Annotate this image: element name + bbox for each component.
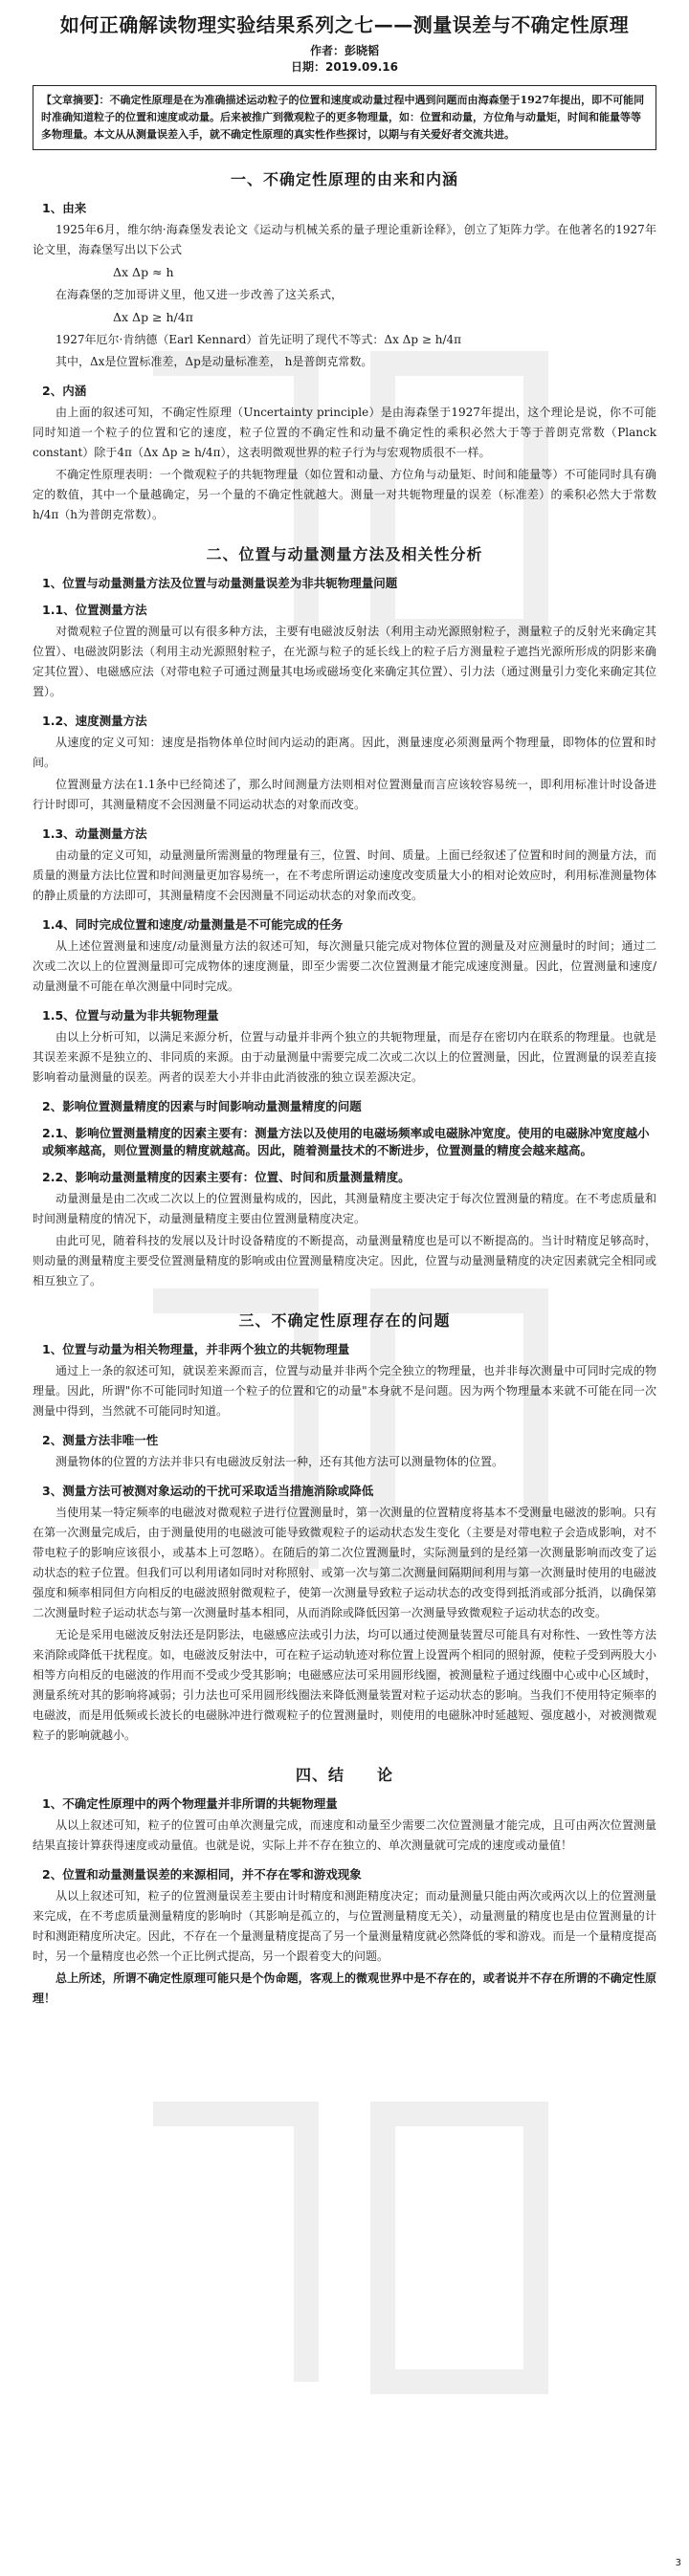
paragraph: 无论是采用电磁波反射法还是阴影法，电磁感应法或引力法，均可以通过使测量装置尽可能具有对称性、一致性等方法来消除或降低干扰程度。如，电磁波反射法中，可在粒子运动轨迹对称位置上设置两个相同的照射源，使粒子受到两股大小相等方向相反的电磁波的作用而不受或少受其影响；电磁感应法可采用圆形线圈，被测量粒子通过线圈中心或中心区域时，测量系统对其的影响将减弱；引力法也可采用圆形线圈法来降低测量装置对粒子运动状态的影响。当我们不使用特定频率的电磁波，而是用低频或长波长的电磁脉冲进行微观粒子的位置测量时，则使用的电磁脉冲时延越短、强度越小，对被测微观粒子的影响就越小。 — [33, 1628, 656, 1742]
paragraph: 从以上叙述可知，粒子的位置测量误差主要由计时精度和测距精度决定；而动量测量只能由两次或两次以上的位置测量来完成，在不考虑质量测量精度的影响时（其影响是孤立的，与位置测量精度无关），动量测量的精度也是由位置测量的计时和测距精度所决定。因此，不存在一个量测量精度提高了另一个量测量精度就必然降低的零和游戏。而是一个量精度提高时，另一个量精度也必然一个正比例式提高，另一个跟着变大的问题。 — [33, 1889, 656, 1963]
paragraph: 位置测量方法在1.1条中已经简述了，那么时间测量方法则相对位置测量而言应该较容易统一，即利用标准计时设备进行计时即可，其测量精度不会因测量不同运动状态的对象而改变。 — [33, 778, 656, 811]
subheading: 1、位置与动量测量方法及位置与动量测量误差为非共轭物理量问题 — [42, 576, 398, 590]
subheading: 2、内涵 — [42, 384, 87, 398]
subheading: 1、位置与动量为相关物理量，并非两个独立的共轭物理量 — [42, 1342, 350, 1356]
section-heading: 一、不确定性原理的由来和内涵 — [230, 170, 458, 188]
subheading: 1.4、同时完成位置和速度/动量测量是不可能完成的任务 — [42, 917, 344, 932]
paragraph: 在海森堡的芝加哥讲义里，他又进一步改善了这关系式， — [56, 288, 344, 301]
author-line: 作者：彭晓韬 — [309, 44, 379, 57]
subheading: 2、影响位置测量精度的因素与时间影响动量测量精度的问题 — [42, 1099, 362, 1113]
equation: Δx Δp ≥ h/4π — [113, 310, 193, 324]
article-page — [33, 10, 656, 2011]
subheading: 1.1、位置测量方法 — [42, 603, 147, 617]
paragraph: 当使用某一特定频率的电磁波对微观粒子进行位置测量时，第一次测量的位置精度将基本不受测量电磁波的影响。只有在第一次测量完成后，由于测量使用的电磁波可能导致微观粒子的运动状态发生变化（主要是对带电粒子会造成影响，对不带电粒子的影响应该很小，或基本上可忽略）。在随后的第二次位置测量时，实际测量到的是经第一次测量影响而改变了运动状态的粒子位置。但我们可以利用诸如同时对称照射、或第一次与第二次测量间隔期间利用与第一次测量时使用的电磁波强度和频率相同但方向相反的电磁波照射微观粒子，使第一次测量导致粒子运动状态的改变得到抵消或部分抵消，以确保第二次测量时粒子运动状态与第一次测量时基本相同，从而消除或降低因第一次测量导致微观粒子运动状态的改变。 — [33, 1506, 656, 1619]
equation: Δx Δp ≈ h — [113, 265, 174, 279]
article-title: 如何正确解读物理实验结果系列之七——测量误差与不确定性原理 — [59, 13, 630, 36]
paragraph: 其中，Δx是位置标准差，Δp是动量标准差， h是普朗克常数。 — [56, 355, 373, 368]
article-body — [33, 167, 656, 2009]
paragraph: 由此可见，随着科技的发展以及计时设备精度的不断提高，动量测量精度也是可以不断提高的。当计时精度足够高时，则动量的测量精度主要受位置测量精度的影响或由位置测量精度决定。因此，位置与动量测量精度的决定因素就完全相同或相互独立了。 — [33, 1234, 656, 1288]
subheading: 2、位置和动量测量误差的来源相同，并不存在零和游戏现象 — [42, 1867, 362, 1882]
subheading: 2.1、影响位置测量精度的因素主要有：测量方法以及使用的电磁场频率或电磁脉冲宽度。使用的电磁脉冲宽度越小或频率越高，则位置测量的精度就越高。因此，随着测量技术的不断进步，位置测量的精度会越来越高。 — [42, 1126, 650, 1157]
section-heading: 二、位置与动量测量方法及相关性分析 — [206, 545, 483, 563]
paragraph: 动量测量是由二次或二次以上的位置测量构成的，因此，其测量精度主要决定于每次位置测量的精度。在不考虑质量和时间测量精度的情况下，动量测量精度主要由位置测量精度决定。 — [33, 1192, 656, 1225]
paragraph: 由以上分析可知，以满足来源分析，位置与动量并非两个独立的共轭物理量，而是存在密切内在联系的物理量。也就是其误差来源不是独立的、非同质的来源。由于动量测量中需要完成二次或二次以上的位置测量，因此，位置测量的误差直接影响着动量测量的误差。两者的误差大小并非由此消彼涨的独立误差源决定。 — [33, 1030, 656, 1084]
subheading: 3、测量方法可被测对象运动的干扰可采取适当措施消除或降低 — [42, 1484, 374, 1498]
paragraph: 由动量的定义可知，动量测量所需测量的物理量有三，位置、时间、质量。上面已经叙述了位置和时间的测量方法，而质量的测量方法比位置和时间测量更加容易统一，在不考虑所谓运动速度改变质量大小的相对论效应时，利用标准测量物体的静止质量的方法即可，其测量精度不会因测量不同运动状态的对象而改变。 — [33, 848, 656, 902]
conclusion-paragraph: 总上所述，所谓不确定性原理可能只是个伪命题，客观上的微观世界中是不存在的，或者说并不存在所谓的不确定性原理！ — [33, 1971, 656, 2005]
paragraph: 不确定性原理表明：一个微观粒子的共轭物理量（如位置和动量、方位角与动量矩、时间和能量等）不可能同时具有确定的数值，其中一个量越确定，另一个量的不确定性就越大。测量一对共轭物理量的误差（标准差）的乘积必然大于常数h/4π（h为普朗克常数）。 — [33, 468, 656, 521]
page-number: 3 — [675, 2558, 681, 2568]
abstract-box: 【文章摘要】：不确定性原理是在为准确描述运动粒子的位置和速度或动量过程中遇到问题而由海森堡于1927年提出，即不可能同时准确知道粒子的位置和速度或动量。后来被推广到微观粒子的更多物理量，如：位置和动量，方位角与动量矩，时间和能量等等多物理量。本文从从测量误差入手，就不确定性原理的真实性作些探讨，以期与有关爱好者交流共进。 — [33, 85, 656, 150]
date-line: 日期：2019.09.16 — [291, 60, 398, 74]
paragraph: 从速度的定义可知：速度是指物体单位时间内运动的距离。因此，测量速度必须测量两个物理量，即物体的位置和时间。 — [33, 736, 656, 769]
paragraph: 从以上叙述可知，粒子的位置可由单次测量完成，而速度和动量至少需要二次位置测量才能完成，且可由两次位置测量结果直接计算获得速度或动量值。也就是说，实际上并不存在独立的、单次测量就可完成的速度或动量值！ — [33, 1818, 656, 1852]
paragraph: 从上述位置测量和速度/动量测量方法的叙述可知，每次测量只能完成对物体位置的测量及对应测量时的时间；通过二次或二次以上的位置测量即可完成物体的速度测量，即至少需要二次位置测量才能完成速度测量。因此，位置测量和速度/动量测量不可能在单次测量中同时完成。 — [33, 939, 656, 993]
subheading: 1、由来 — [42, 201, 87, 215]
subheading: 2.2、影响动量测量精度的因素主要有：位置、时间和质量测量精度。 — [42, 1170, 411, 1184]
subheading: 1.5、位置与动量为非共轭物理量 — [42, 1008, 219, 1023]
subheading: 1.2、速度测量方法 — [42, 714, 147, 728]
paragraph: 由上面的叙述可知，不确定性原理（Uncertainty principle）是由海森堡于1927年提出，这个理论是说，你不可能同时知道一个粒子的位置和它的速度，粒子位置的不确定性和动量不确定性的乘积必然大于等于普朗克常数（Planck constant）除于4π（Δx Δp ≥ h/4π），这表明微观世界的粒子行为与宏观物质很不一样。 — [33, 406, 656, 459]
paragraph: 通过上一条的叙述可知，就误差来源而言，位置与动量并非两个完全独立的物理量，也并非每次测量中可同时完成的物理量。因此，所谓"你不可能同时知道一个粒子的位置和它的动量"本身就不是问题。因为两个物理量本来就不可能在同一次测量中得到，当然就不可能同时知道。 — [33, 1364, 656, 1418]
paragraph: 对微观粒子位置的测量可以有很多种方法，主要有电磁波反射法（利用主动光源照射粒子，测量粒子的反射光来确定其位置）、电磁波阴影法（利用主动光源照射粒子，在光源与粒子的延长线上的粒子后方测量粒子遮挡光源所形成的阴影来确定其位置）、电磁感应法（对带电粒子可通过测量其电场或磁场变化来确定其位置）、引力法（通过测量引力变化来确定其位置）。 — [33, 625, 656, 698]
paragraph: 1925年6月，维尔纳·海森堡发表论文《运动与机械关系的量子理论重新诠释》，创立了矩阵力学。在他著名的1927年论文里，海森堡写出以下公式 — [33, 223, 656, 256]
paragraph: 测量物体的位置的方法并非只有电磁波反射法一种，还有其他方法可以测量物体的位置。 — [56, 1455, 504, 1468]
section-heading: 三、不确定性原理存在的问题 — [238, 1311, 451, 1330]
subheading: 2、测量方法非唯一性 — [42, 1433, 159, 1447]
subheading: 1、不确定性原理中的两个物理量并非所谓的共轭物理量 — [42, 1796, 338, 1811]
paragraph: 1927年厄尔·肯纳德（Earl Kennard）首先证明了现代不等式：Δx Δp ≥ h/4π — [56, 333, 462, 346]
subheading: 1.3、动量测量方法 — [42, 826, 147, 841]
section-heading: 四、结 论 — [295, 1766, 393, 1784]
